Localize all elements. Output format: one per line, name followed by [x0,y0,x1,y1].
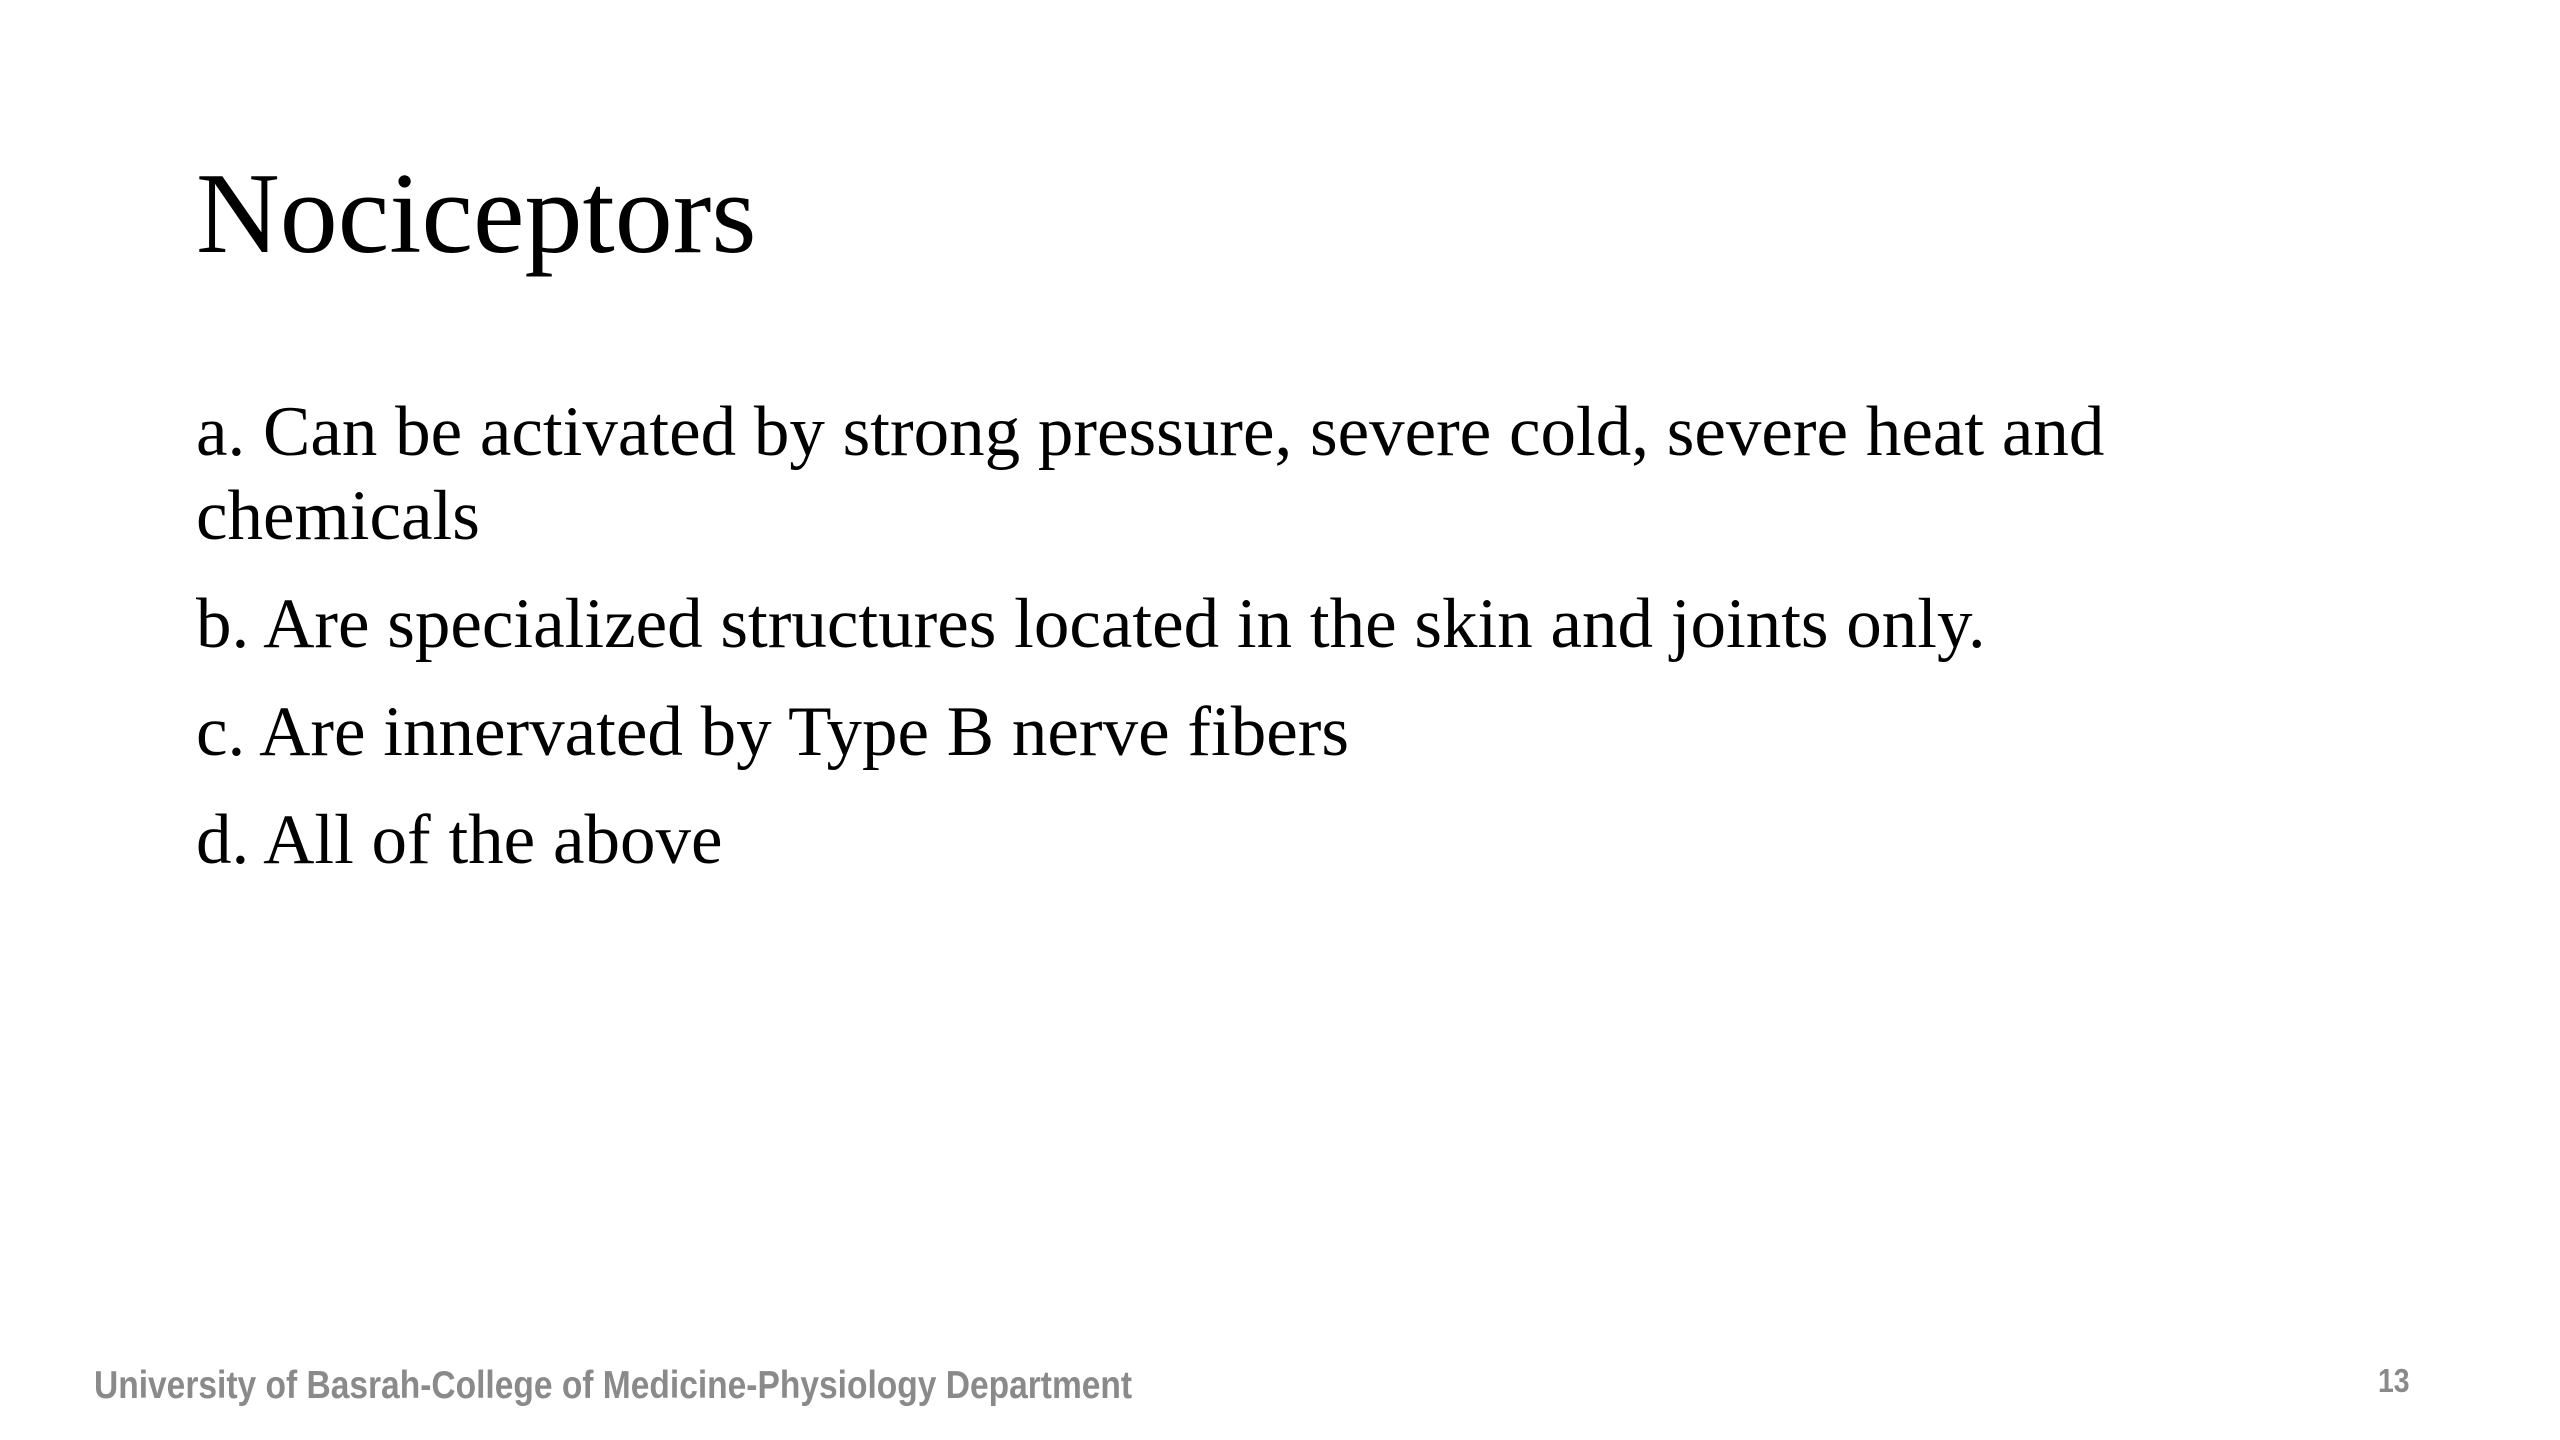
option-d: d. All of the above [196,801,723,879]
option-a: a. Can be activated by strong pressure, severe cold, severe heat and chemicals [196,393,2105,555]
answer-options-list [196,390,2396,906]
slide-footer: University of Basrah-College of Medicine-Physiology Department [94,1364,1133,1407]
option-b: b. Are specialized structures located in the skin and joints only. [196,585,1986,663]
slide-title: Nociceptors [196,150,757,278]
page-number: 13 [2378,1362,2410,1399]
option-c: c. Are innervated by Type B nerve fibers [196,693,1349,771]
